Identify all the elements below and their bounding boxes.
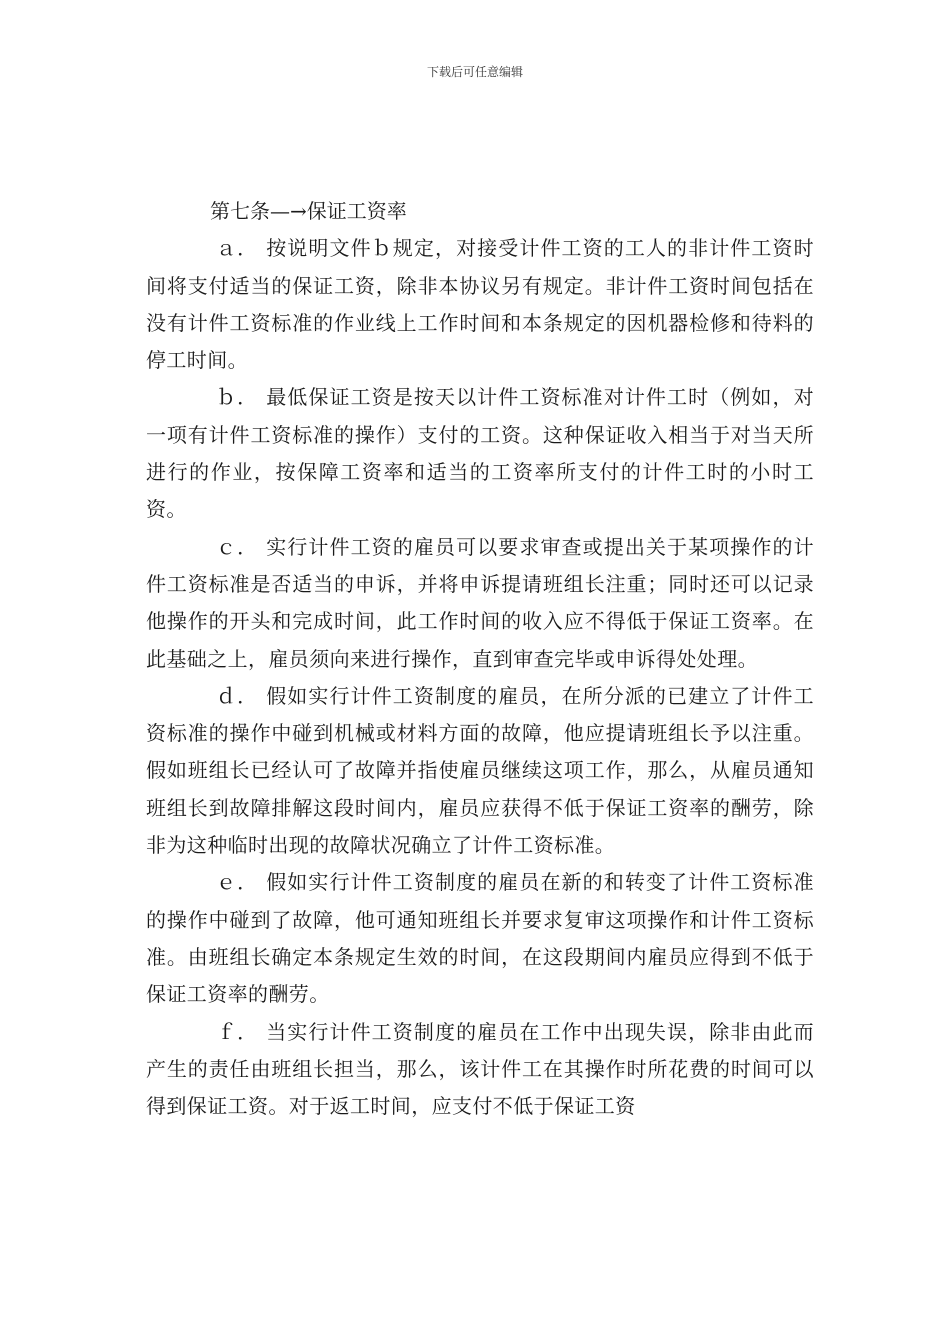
paragraph-text: 按说明文件ｂ规定，对接受计件工资的工人的非计件工资时间将支付适当的保证工资，除非本协议另有规定。非计件工资时间包括在没有计件工资标准的作业线上工作时间和本条规定的因机器检修和待料的停工时间。 (146, 236, 814, 373)
paragraph-label: ｄ． (216, 683, 259, 708)
paragraph-c (146, 529, 814, 678)
section-title: 第七条—→保证工资率 (210, 199, 407, 223)
paragraph-e (146, 864, 814, 1013)
paragraph-b (146, 379, 814, 528)
paragraph-label: ｆ． (216, 1019, 259, 1044)
paragraph-text: 实行计件工资的雇员可以要求审查或提出关于某项操作的计件工资标准是否适当的申诉，并将申诉提请班组长注重；同时还可以记录他操作的开头和完成时间，此工作时间的收入应不得低于保证工资率。在此基础之上，雇员须向来进行操作，直到审查完毕或申诉得处处理。 (146, 534, 814, 671)
document-body (146, 193, 814, 1125)
paragraph-label: ｂ． (216, 385, 259, 410)
paragraph-text: 最低保证工资是按天以计件工资标准对计件工时（例如，对一项有计件工资标准的操作）支付的工资。这种保证收入相当于对当天所进行的作业，按保障工资率和适当的工资率所支付的计件工时的小时工资。 (146, 385, 814, 522)
paragraph-label: ｃ． (216, 534, 259, 559)
paragraph-text: 假如实行计件工资制度的雇员在新的和转变了计件工资标准的操作中碰到了故障，他可通知班组长并要求复审这项操作和计件工资标准。由班组长确定本条规定生效的时间，在这段期间内雇员应得到不低于保证工资率的酬劳。 (146, 870, 814, 1007)
paragraph-f (146, 1014, 814, 1126)
page-header: 下载后可任意编辑 (426, 65, 523, 79)
paragraph-label: ｅ． (216, 870, 259, 895)
paragraph-a (146, 230, 814, 379)
paragraph-text: 当实行计件工资制度的雇员在工作中出现失误，除非由此而产生的责任由班组长担当，那么，该计件工在其操作时所花费的时间可以得到保证工资。对于返工时间，应支付不低于保证工资 (146, 1019, 814, 1119)
paragraph-label: ａ． (216, 236, 259, 261)
paragraph-text: 假如实行计件工资制度的雇员，在所分派的已建立了计件工资标准的操作中碰到机械或材料方面的故障，他应提请班组长予以注重。假如班组长已经认可了故障并指使雇员继续这项工作，那么，从雇员通知班组长到故障排解这段时间内，雇员应获得不低于保证工资率的酬劳，除非为这种临时出现的故障状况确立了计件工资标准。 (146, 683, 814, 858)
paragraph-d (146, 678, 814, 864)
